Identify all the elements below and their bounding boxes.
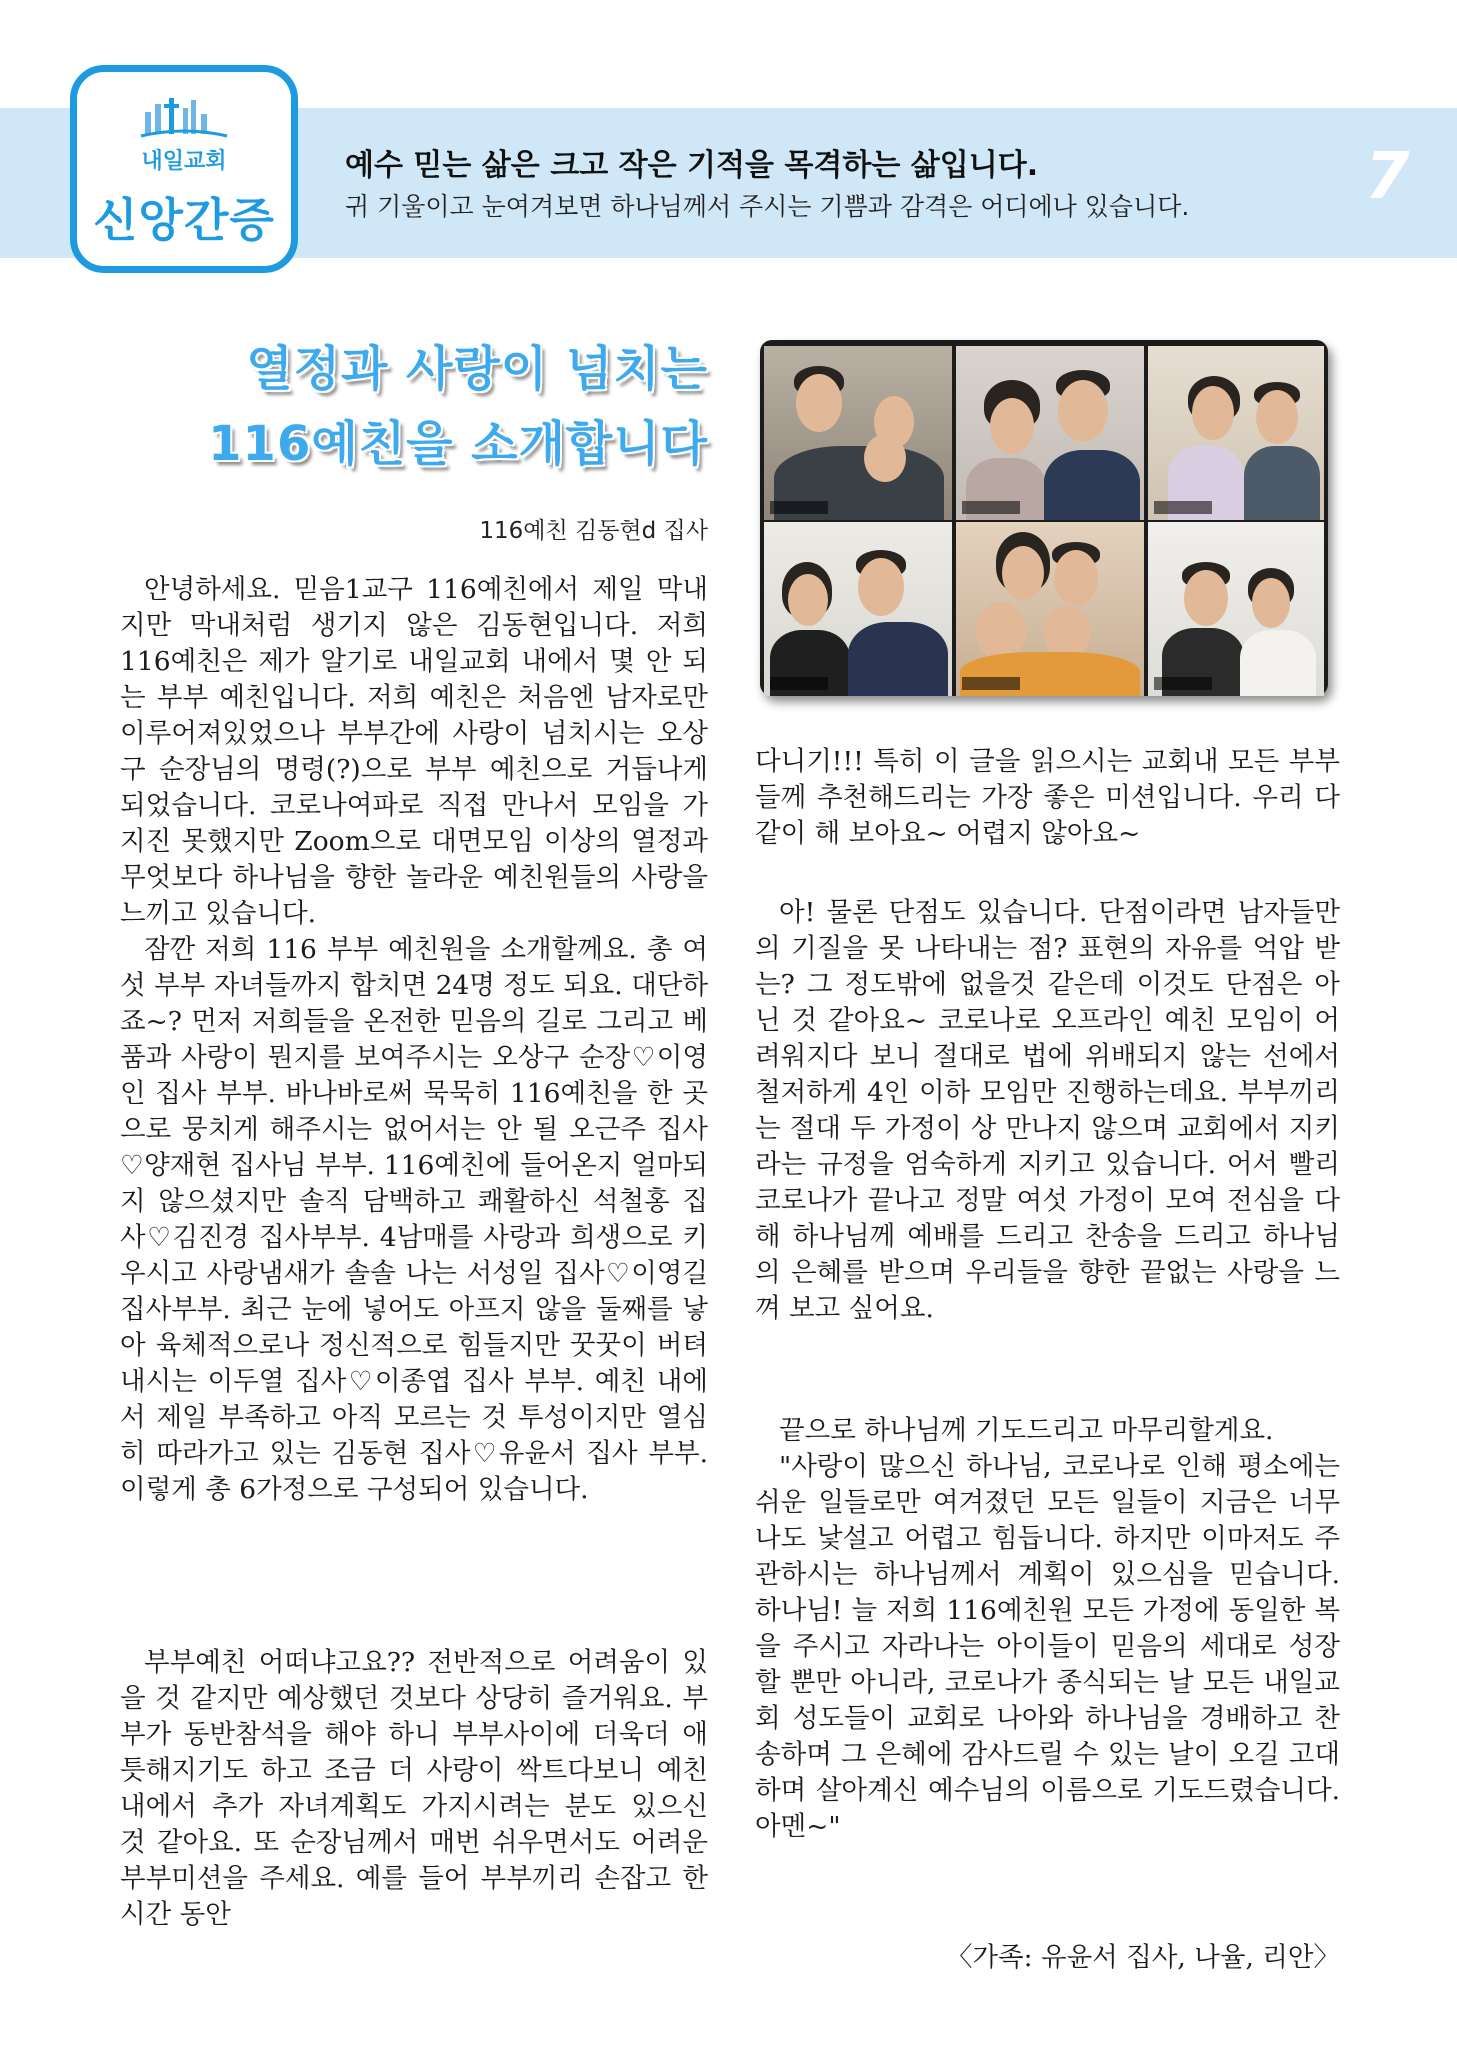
article-title-line1: 열정과 사랑이 넘치는: [246, 341, 708, 397]
family-signature: 〈가족: 유윤서 집사, 나율, 리안〉: [945, 1942, 1340, 1973]
paragraph: 부부예친 어떠냐고요?? 전반적으로 어려움이 있을 것 같지만 예상했던 것보다 상당히 즐거워요. 부부가 동반참석을 해야 하니 부부사이에 더욱더 애틋해지기도 하고 조금 더 사랑이 싹트다보니 예친 내에서 추가 자녀계획도 가지시려는 분도 있으신 것 같아요. 또 순장님께서 매번 쉬우면서도 어려운 부부미션을 주세요. 예를 들어 부부끼리 손잡고 한 시간 동안: [120, 1647, 708, 1930]
page-number: 7: [1365, 140, 1410, 214]
header-headline: 예수 믿는 삶은 크고 작은 기적을 목격하는 삶입니다.: [345, 148, 1039, 183]
church-logo-badge: [70, 65, 298, 273]
article-body-col2-prayer: [755, 1413, 1340, 1845]
zoom-family-photo: [760, 340, 1328, 696]
paragraph: 아! 물론 단점도 있습니다. 단점이라면 남자들만의 기질을 못 나타내는 점? 표현의 자유를 억압 받는? 그 정도밖에 없을것 같은데 이것도 단점은 아닌 것 같아요~ 코로나로 오프라인 예친 모임이 어려워지다 보니 절대로 법에 위배되지 않는 선에서 철저하게 4인 이하 모임만 진행하는데요. 부부끼리는 절대 두 가정이 상 만나지 않으며 교회에서 지키라는 규정을 엄숙하게 지키고 있습니다. 어서 빨리 코로나가 끝나고 정말 여섯 가정이 모여 전심을 다해 하나님께 예배를 드리고 찬송을 드리고 하나님의 은혜를 받으며 우리들을 향한 끝없는 사랑을 느껴 보고 싶어요.: [755, 897, 1340, 1324]
header-subline: 귀 기울이고 눈여겨보면 하나님께서 주시는 기쁨과 감격은 어디에나 있습니다.: [345, 192, 1190, 221]
prayer-paragraph: "사랑이 많으신 하나님, 코로나로 인해 평소에는 쉬운 일들로만 여겨졌던 모든 일들이 지금은 너무나도 낯설고 어렵고 힘듭니다. 하지만 이마저도 주관하시는 하나님께서 계획이 있으심을 믿습니다. 하나님! 늘 저희 116예친원 모든 가정에 동일한 복을 주시고 자라나는 아이들이 믿음의 세대로 성장할 뿐만 아니라, 코로나가 종식되는 날 모든 내일교회 성도들이 교회로 나아와 하나님을 경배하고 찬송하며 그 은혜에 감사드릴 수 있는 날이 오길 고대하며 살아계신 예수님의 이름으로 기도드렸습니다. 아멘~": [755, 1451, 1340, 1842]
photo-tile: [1148, 522, 1324, 696]
paragraph: 잠깐 저희 116 부부 예친원을 소개할께요. 총 여섯 부부 자녀들까지 합치면 24명 정도 되요. 대단하죠~? 먼저 저희들을 온전한 믿음의 길로 그리고 베품과 사랑이 뭔지를 보여주시는 오상구 순장♡이영인 집사 부부. 바나바로써 묵묵히 116예친을 한 곳으로 뭉치게 해주시는 없어서는 안 될 오근주 집사♡양재현 집사님 부부. 116예친에 들어온지 얼마되지 않으셨지만 솔직 담백하고 쾌활하신 석철홍 집사♡김진경 집사부부. 4남매를 사랑과 희생으로 키우시고 사랑냄새가 솔솔 나는 서성일 집사♡이영길 집사부부. 최근 눈에 넣어도 아프지 않을 둘째를 낳아 육체적으로나 정신적으로 힘들지만 꿋꿋이 버텨내시는 이두열 집사♡이종엽 집사 부부. 예친 내에서 제일 부족하고 아직 모르는 것 투성이지만 열심히 따라가고 있는 김동현 집사♡유윤서 집사 부부. 이렇게 총 6가정으로 구성되어 있습니다.: [120, 934, 708, 1505]
paragraph: 다니기!!! 특히 이 글을 읽으시는 교회내 모든 부부들께 추천해드리는 가장 좋은 미션입니다. 우리 다 같이 해 보아요~ 어렵지 않아요~: [755, 746, 1340, 849]
article-byline: 116예친 김동현d 집사: [479, 518, 708, 544]
paragraph: 끝으로 하나님께 기도드리고 마무리할게요.: [779, 1415, 1274, 1446]
church-name: 내일교회: [141, 149, 227, 174]
photo-tile: [956, 346, 1144, 520]
article-body-col1-bottom: [120, 1645, 708, 1933]
article-title-line2: 116예친을 소개합니다: [208, 416, 708, 472]
church-skyline-icon: [139, 90, 229, 142]
photo-tile: [764, 522, 952, 696]
article-body-col2-top: [755, 744, 1340, 852]
article-body-col1: [120, 572, 708, 1508]
article-body-col2-middle: [755, 895, 1340, 1327]
photo-tile: [956, 522, 1144, 696]
section-title: 신앙간증: [93, 193, 275, 247]
photo-tile: [1148, 346, 1324, 520]
photo-tile: [764, 346, 952, 520]
paragraph: 안녕하세요. 믿음1교구 116예친에서 제일 막내지만 막내처럼 생기지 않은 김동현입니다. 저희 116예친은 제가 알기로 내일교회 내에서 몇 안 되는 부부 예친입니다. 저희 예친은 처음엔 남자로만 이루어져있었으나 부부간에 사랑이 넘치시는 오상구 순장님의 명령(?)으로 부부 예친으로 거듭나게 되었습니다. 코로나여파로 직접 만나서 모임을 가지진 못했지만 Zoom으로 대면모임 이상의 열정과 무엇보다 하나님을 향한 놀라운 예친원들의 사랑을 느끼고 있습니다.: [120, 574, 708, 929]
